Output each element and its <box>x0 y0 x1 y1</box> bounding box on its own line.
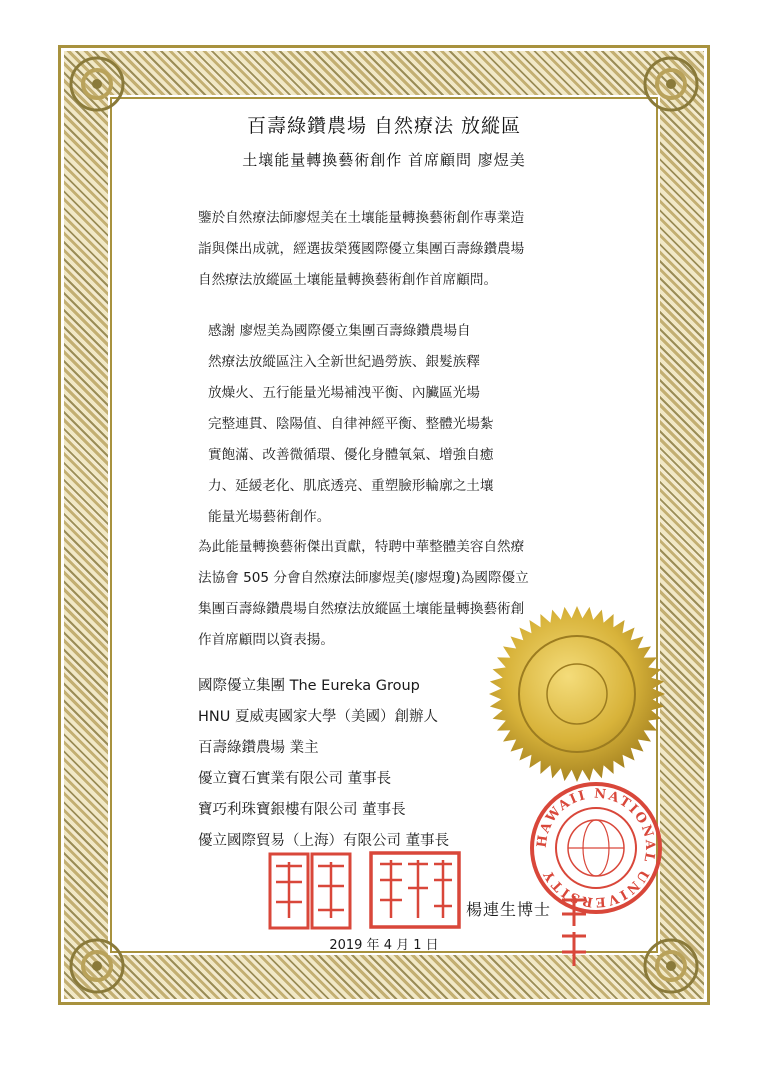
signature-line: HNU 夏威夷國家大學（美國）創辦人 <box>198 709 438 725</box>
corner-ornament-icon <box>62 49 132 119</box>
signature-line: 寶巧利珠寶銀樓有限公司 董事長 <box>198 802 406 818</box>
text-line: 力、延緩老化、肌底透亮、重塑臉形輪廓之土壤 <box>208 478 494 494</box>
signature-line: 優立國際貿易（上海）有限公司 董事長 <box>198 833 450 849</box>
signature-block <box>198 671 449 857</box>
signature-line: 優立寶石實業有限公司 董事長 <box>198 771 392 787</box>
paragraph-intro <box>198 203 524 296</box>
text-line: 放燥火、五行能量光場補洩平衡、內臟區光場 <box>208 385 480 401</box>
text-line: 實飽滿、改善微循環、優化身體氧氣、增強自癒 <box>208 447 494 463</box>
paragraph-appointment <box>198 532 529 656</box>
red-chop-stamp-icon <box>368 850 462 930</box>
university-seal-icon <box>528 780 664 916</box>
signature-line: 百壽綠鑽農場 業主 <box>198 740 319 756</box>
paragraph-thanks <box>208 316 493 533</box>
text-line: 完整連貫、陰陽值、自律神經平衡、整體光場紮 <box>208 416 494 432</box>
text-line: 法協會 505 分會自然療法師廖煜美(廖煜瓊)為國際優立 <box>198 570 529 586</box>
corner-ornament-icon <box>636 49 706 119</box>
signature-line: 國際優立集團 The Eureka Group <box>198 678 420 694</box>
red-chop-stamp-icon <box>556 892 592 970</box>
gold-seal-icon <box>487 604 667 784</box>
red-chop-stamp-icon <box>268 852 352 930</box>
certificate-title: 百壽綠鑽農場 自然療法 放縱區 <box>246 115 522 137</box>
issue-date: 2019 年 4 月 1 日 <box>329 938 439 953</box>
text-line: 能量光場藝術創作。 <box>208 509 331 525</box>
text-line: 集團百壽綠鑽農場自然療法放縱區土壤能量轉換藝術創 <box>198 601 525 617</box>
certificate-subtitle: 土壤能量轉換藝術創作 首席顧問 廖煜美 <box>242 151 526 169</box>
text-line: 詣與傑出成就，經選拔榮獲國際優立集團百壽綠鑽農場 <box>198 241 525 257</box>
text-line: 自然療法放縱區土壤能量轉換藝術創作首席顧問。 <box>198 272 498 288</box>
text-line: 鑒於自然療法師廖煜美在土壤能量轉換藝術創作專業造 <box>198 210 525 226</box>
text-line: 然療法放縱區注入全新世紀過勞族、銀髮族釋 <box>208 354 480 370</box>
seal-ring-text: HAWAII NATIONAL UNIVERSITY <box>534 786 658 910</box>
text-line: 為此能量轉換藝術傑出貢獻，特聘中華整體美容自然療 <box>198 539 525 555</box>
text-line: 感謝 廖煜美為國際優立集團百壽綠鑽農場自 <box>208 323 471 339</box>
text-line: 作首席顧問以資表揚。 <box>198 632 334 648</box>
signer-name: 楊連生博士 <box>466 900 552 919</box>
